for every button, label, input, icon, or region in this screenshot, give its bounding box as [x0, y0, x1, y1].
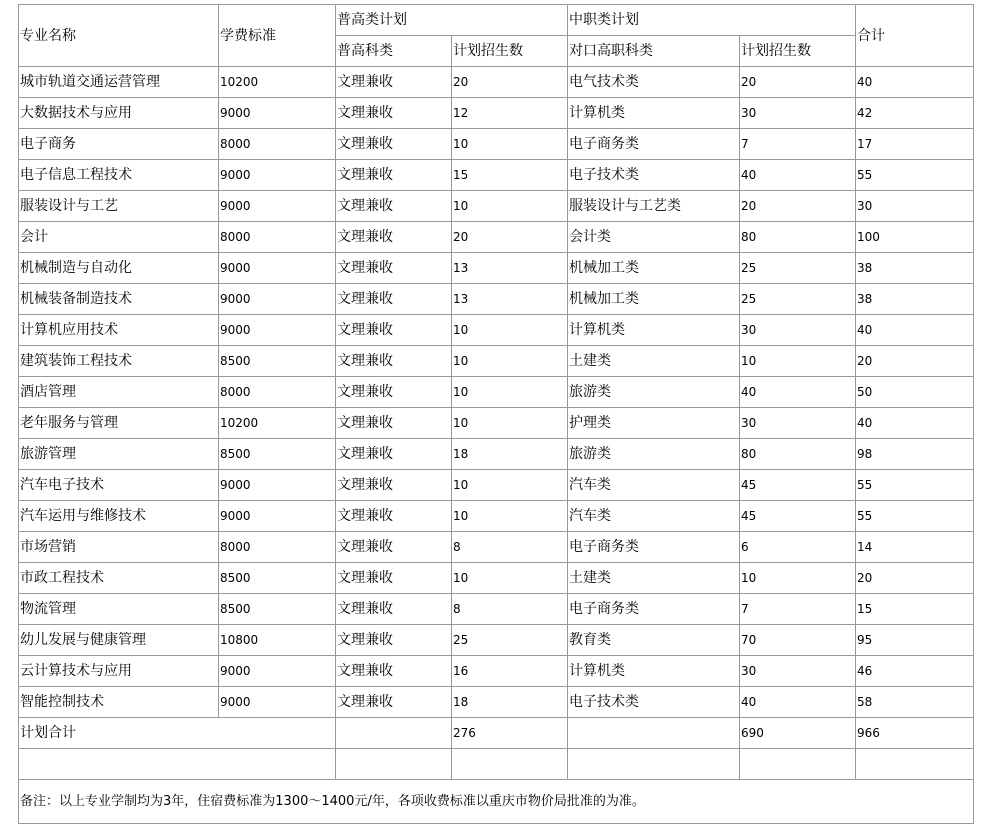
table-row [19, 98, 974, 129]
summary-general-count: 276 [452, 718, 568, 749]
row-total: 14 [856, 532, 974, 563]
row-vocational-count: 80 [740, 222, 856, 253]
row-vocational-count: 7 [740, 594, 856, 625]
table-row [19, 191, 974, 222]
summary-row [19, 718, 974, 749]
row-fee: 9000 [219, 98, 336, 129]
row-vocational-subject: 旅游类 [568, 439, 740, 470]
row-fee: 8500 [219, 439, 336, 470]
row-vocational-count: 10 [740, 563, 856, 594]
table-row [19, 129, 974, 160]
row-total: 55 [856, 160, 974, 191]
table-row [19, 284, 974, 315]
table-row [19, 563, 974, 594]
header-total: 合计 [856, 5, 974, 67]
row-fee: 8000 [219, 532, 336, 563]
header-vocational-plan: 中职类计划 [568, 5, 856, 36]
row-vocational-count: 45 [740, 470, 856, 501]
row-name: 电子商务 [19, 129, 219, 160]
row-general-subject: 文理兼收 [336, 563, 452, 594]
row-vocational-subject: 旅游类 [568, 377, 740, 408]
row-fee: 9000 [219, 191, 336, 222]
row-general-subject: 文理兼收 [336, 408, 452, 439]
table-row [19, 346, 974, 377]
row-name: 旅游管理 [19, 439, 219, 470]
row-name: 物流管理 [19, 594, 219, 625]
row-name: 会计 [19, 222, 219, 253]
row-total: 20 [856, 346, 974, 377]
row-general-count: 10 [452, 501, 568, 532]
row-fee: 9000 [219, 160, 336, 191]
row-vocational-count: 30 [740, 98, 856, 129]
row-vocational-subject: 机械加工类 [568, 253, 740, 284]
row-vocational-count: 30 [740, 408, 856, 439]
row-general-subject: 文理兼收 [336, 129, 452, 160]
row-vocational-count: 30 [740, 315, 856, 346]
row-name: 汽车电子技术 [19, 470, 219, 501]
row-general-subject: 文理兼收 [336, 439, 452, 470]
summary-total: 966 [856, 718, 974, 749]
row-total: 15 [856, 594, 974, 625]
header-general-plan: 普高类计划 [336, 5, 568, 36]
row-fee: 8500 [219, 346, 336, 377]
row-general-count: 18 [452, 687, 568, 718]
row-general-count: 13 [452, 253, 568, 284]
table-row [19, 687, 974, 718]
row-vocational-subject: 机械加工类 [568, 284, 740, 315]
summary-label: 计划合计 [19, 718, 336, 749]
row-name: 建筑装饰工程技术 [19, 346, 219, 377]
row-general-subject: 文理兼收 [336, 284, 452, 315]
row-general-subject: 文理兼收 [336, 253, 452, 284]
row-general-count: 20 [452, 222, 568, 253]
row-fee: 8500 [219, 563, 336, 594]
row-general-count: 8 [452, 594, 568, 625]
row-fee: 9000 [219, 501, 336, 532]
row-fee: 9000 [219, 315, 336, 346]
row-vocational-count: 6 [740, 532, 856, 563]
row-name: 智能控制技术 [19, 687, 219, 718]
row-total: 100 [856, 222, 974, 253]
row-fee: 10200 [219, 408, 336, 439]
note-text: 备注：以上专业学制均为3年，住宿费标准为1300～1400元/年，各项收费标准以重庆市物价局批准的为准。 [19, 780, 974, 824]
row-name: 大数据技术与应用 [19, 98, 219, 129]
table-row [19, 315, 974, 346]
row-fee: 9000 [219, 284, 336, 315]
row-total: 55 [856, 470, 974, 501]
row-name: 机械装备制造技术 [19, 284, 219, 315]
row-name: 云计算技术与应用 [19, 656, 219, 687]
row-fee: 9000 [219, 656, 336, 687]
row-general-count: 20 [452, 67, 568, 98]
row-name: 城市轨道交通运营管理 [19, 67, 219, 98]
row-general-subject: 文理兼收 [336, 315, 452, 346]
table-row [19, 222, 974, 253]
row-name: 幼儿发展与健康管理 [19, 625, 219, 656]
row-vocational-subject: 护理类 [568, 408, 740, 439]
blank-cell [740, 749, 856, 780]
row-general-subject: 文理兼收 [336, 98, 452, 129]
row-general-subject: 文理兼收 [336, 160, 452, 191]
row-general-count: 13 [452, 284, 568, 315]
row-general-count: 10 [452, 470, 568, 501]
row-vocational-count: 10 [740, 346, 856, 377]
table-row [19, 501, 974, 532]
row-general-count: 25 [452, 625, 568, 656]
row-general-count: 10 [452, 408, 568, 439]
row-general-count: 18 [452, 439, 568, 470]
note-row [19, 780, 974, 824]
row-vocational-subject: 服装设计与工艺类 [568, 191, 740, 222]
row-name: 酒店管理 [19, 377, 219, 408]
row-name: 机械制造与自动化 [19, 253, 219, 284]
blank-row [19, 749, 974, 780]
row-vocational-subject: 计算机类 [568, 656, 740, 687]
row-general-subject: 文理兼收 [336, 594, 452, 625]
row-fee: 10800 [219, 625, 336, 656]
row-vocational-subject: 电子技术类 [568, 687, 740, 718]
row-total: 98 [856, 439, 974, 470]
row-name: 服装设计与工艺 [19, 191, 219, 222]
row-vocational-subject: 计算机类 [568, 315, 740, 346]
row-vocational-subject: 电子商务类 [568, 594, 740, 625]
row-name: 汽车运用与维修技术 [19, 501, 219, 532]
row-vocational-count: 40 [740, 377, 856, 408]
table-row [19, 625, 974, 656]
header-general-subject: 普高科类 [336, 36, 452, 67]
row-general-subject: 文理兼收 [336, 501, 452, 532]
row-fee: 8500 [219, 594, 336, 625]
row-general-subject: 文理兼收 [336, 656, 452, 687]
row-vocational-count: 30 [740, 656, 856, 687]
summary-empty-cell [336, 718, 452, 749]
row-vocational-count: 40 [740, 160, 856, 191]
table-row [19, 67, 974, 98]
row-name: 老年服务与管理 [19, 408, 219, 439]
row-general-subject: 文理兼收 [336, 346, 452, 377]
row-total: 50 [856, 377, 974, 408]
row-vocational-subject: 土建类 [568, 563, 740, 594]
row-name: 计算机应用技术 [19, 315, 219, 346]
row-total: 58 [856, 687, 974, 718]
row-fee: 9000 [219, 470, 336, 501]
row-name: 市场营销 [19, 532, 219, 563]
row-general-count: 12 [452, 98, 568, 129]
table-row [19, 532, 974, 563]
row-general-subject: 文理兼收 [336, 377, 452, 408]
blank-cell [452, 749, 568, 780]
row-name: 市政工程技术 [19, 563, 219, 594]
row-vocational-count: 25 [740, 253, 856, 284]
row-vocational-count: 80 [740, 439, 856, 470]
row-vocational-count: 40 [740, 687, 856, 718]
table-row [19, 253, 974, 284]
row-vocational-count: 45 [740, 501, 856, 532]
row-general-count: 10 [452, 129, 568, 160]
row-general-subject: 文理兼收 [336, 532, 452, 563]
blank-cell [856, 749, 974, 780]
table-row [19, 439, 974, 470]
row-total: 40 [856, 315, 974, 346]
row-general-count: 10 [452, 377, 568, 408]
row-general-subject: 文理兼收 [336, 470, 452, 501]
row-vocational-subject: 教育类 [568, 625, 740, 656]
row-general-count: 16 [452, 656, 568, 687]
header-name: 专业名称 [19, 5, 219, 67]
row-total: 20 [856, 563, 974, 594]
row-name: 电子信息工程技术 [19, 160, 219, 191]
header-vocational-subject: 对口高职科类 [568, 36, 740, 67]
row-general-count: 10 [452, 191, 568, 222]
table-row [19, 160, 974, 191]
row-vocational-subject: 会计类 [568, 222, 740, 253]
row-vocational-subject: 汽车类 [568, 470, 740, 501]
header-general-count: 计划招生数 [452, 36, 568, 67]
table-row [19, 408, 974, 439]
row-vocational-subject: 电子技术类 [568, 160, 740, 191]
row-total: 42 [856, 98, 974, 129]
table-row [19, 656, 974, 687]
row-total: 95 [856, 625, 974, 656]
summary-vocational-count: 690 [740, 718, 856, 749]
blank-cell [19, 749, 336, 780]
row-total: 40 [856, 408, 974, 439]
row-fee: 10200 [219, 67, 336, 98]
summary-empty-cell [568, 718, 740, 749]
row-vocational-subject: 汽车类 [568, 501, 740, 532]
row-general-count: 10 [452, 563, 568, 594]
row-general-count: 15 [452, 160, 568, 191]
table-row [19, 470, 974, 501]
row-vocational-count: 20 [740, 67, 856, 98]
header-vocational-count: 计划招生数 [740, 36, 856, 67]
row-general-count: 10 [452, 315, 568, 346]
row-total: 38 [856, 253, 974, 284]
row-vocational-subject: 土建类 [568, 346, 740, 377]
row-vocational-count: 70 [740, 625, 856, 656]
row-general-count: 8 [452, 532, 568, 563]
row-general-count: 10 [452, 346, 568, 377]
row-general-subject: 文理兼收 [336, 625, 452, 656]
table-row [19, 377, 974, 408]
row-fee: 8000 [219, 377, 336, 408]
header-row-1 [19, 5, 974, 36]
row-total: 55 [856, 501, 974, 532]
row-total: 46 [856, 656, 974, 687]
row-total: 38 [856, 284, 974, 315]
row-general-subject: 文理兼收 [336, 222, 452, 253]
header-fee: 学费标准 [219, 5, 336, 67]
row-total: 17 [856, 129, 974, 160]
row-vocational-count: 7 [740, 129, 856, 160]
row-general-subject: 文理兼收 [336, 191, 452, 222]
blank-cell [336, 749, 452, 780]
row-vocational-subject: 计算机类 [568, 98, 740, 129]
row-fee: 8000 [219, 129, 336, 160]
row-vocational-count: 25 [740, 284, 856, 315]
row-total: 40 [856, 67, 974, 98]
table-row [19, 594, 974, 625]
row-fee: 9000 [219, 687, 336, 718]
row-fee: 9000 [219, 253, 336, 284]
row-vocational-subject: 电子商务类 [568, 532, 740, 563]
enrollment-plan-table [18, 4, 974, 824]
row-general-subject: 文理兼收 [336, 67, 452, 98]
row-vocational-subject: 电子商务类 [568, 129, 740, 160]
blank-cell [568, 749, 740, 780]
row-fee: 8000 [219, 222, 336, 253]
row-general-subject: 文理兼收 [336, 687, 452, 718]
row-total: 30 [856, 191, 974, 222]
row-vocational-count: 20 [740, 191, 856, 222]
row-vocational-subject: 电气技术类 [568, 67, 740, 98]
